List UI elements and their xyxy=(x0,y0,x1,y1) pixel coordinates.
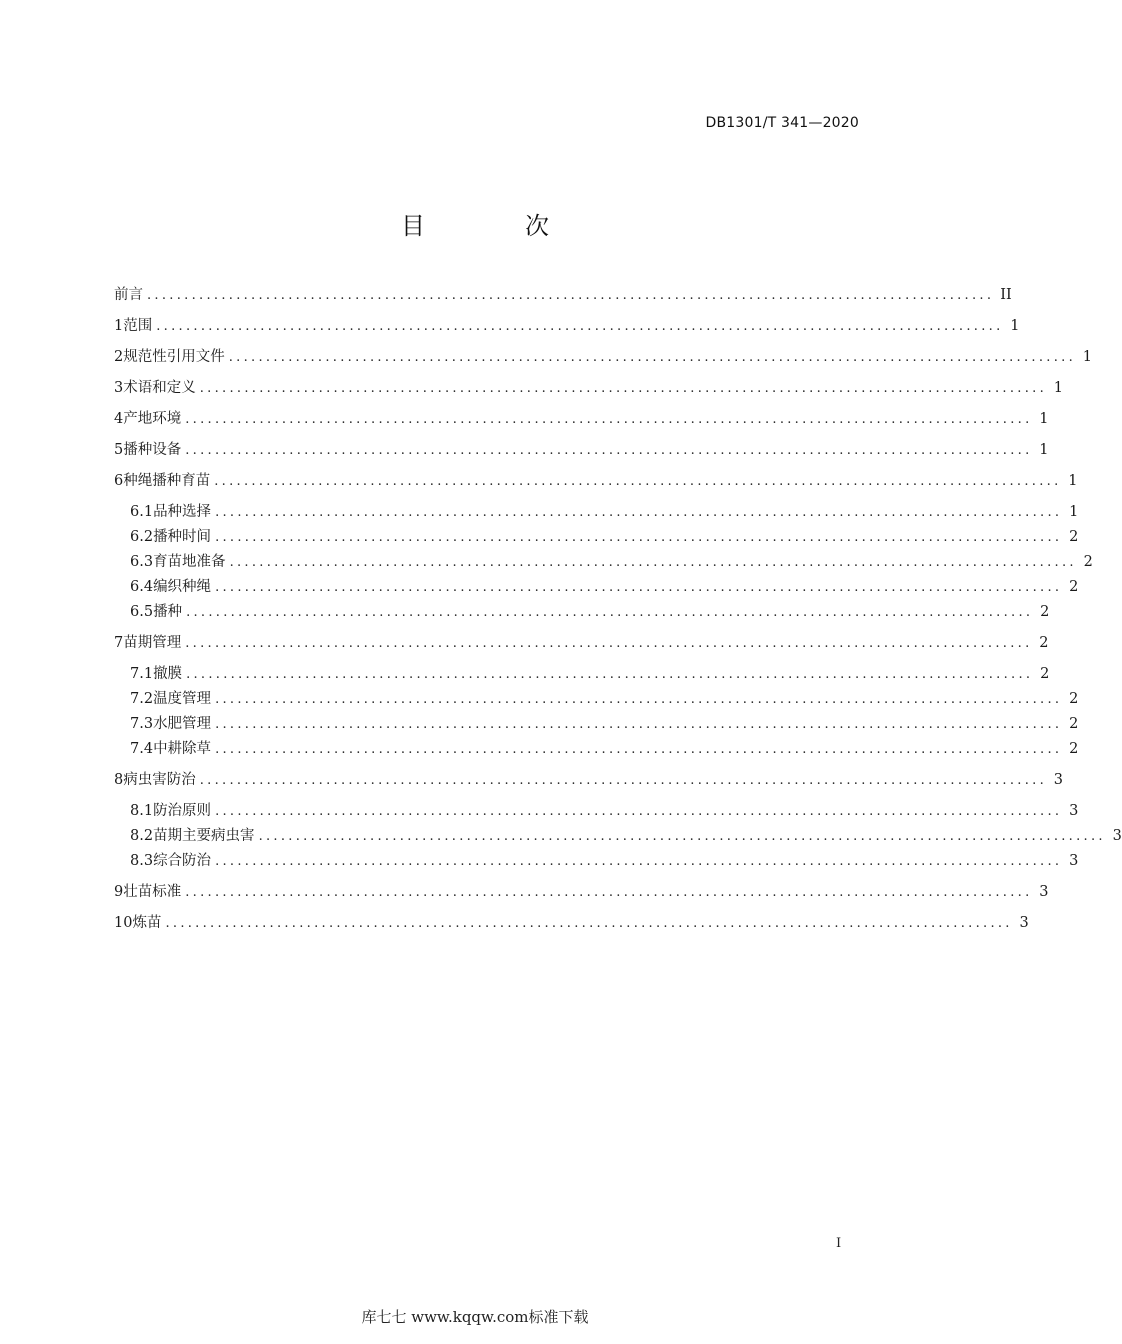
toc-num: 8 xyxy=(114,772,124,788)
toc-num: 6.5 xyxy=(130,604,154,620)
toc-num: 7.3 xyxy=(130,716,154,732)
toc-label: 范围 xyxy=(123,318,153,334)
toc-label: 术语和定义 xyxy=(123,380,196,396)
toc-num: 6.3 xyxy=(130,554,154,570)
toc-num: 5 xyxy=(114,442,124,458)
toc-subentry[interactable] xyxy=(130,527,1079,547)
toc-label: 育苗地准备 xyxy=(153,554,226,570)
toc-entry-foreword[interactable] xyxy=(114,285,1012,305)
toc-label: 水肥管理 xyxy=(153,716,212,732)
leader-dots: .................................................................................................................. xyxy=(199,381,1048,396)
toc-label: 撤膜 xyxy=(153,666,183,682)
toc-subentry[interactable] xyxy=(130,577,1079,597)
toc-label: 苗期管理 xyxy=(123,635,182,651)
toc-title: 目 次 xyxy=(401,212,587,240)
toc-label: 产地环境 xyxy=(123,411,182,427)
toc-label: 病虫害防治 xyxy=(123,772,196,788)
toc-subentry[interactable] xyxy=(130,552,1093,572)
toc-label: 规范性引用文件 xyxy=(123,349,225,365)
toc-page: 1 xyxy=(1053,380,1064,396)
toc-subentry[interactable] xyxy=(130,602,1050,622)
toc-page: 3 xyxy=(1112,828,1122,844)
leader-dots: .................................................................................................................. xyxy=(156,319,1004,334)
leader-dots: .................................................................................................................. xyxy=(186,667,1034,682)
leader-dots: .................................................................................................................. xyxy=(185,443,1033,458)
toc-subentry[interactable] xyxy=(130,826,1122,846)
toc-entry[interactable] xyxy=(114,347,1093,367)
toc-page: 2 xyxy=(1069,691,1079,707)
toc-page: 3 xyxy=(1069,853,1079,869)
toc-num: 6.4 xyxy=(130,579,154,595)
leader-dots: .................................................................................................................. xyxy=(215,742,1063,757)
toc-label: 种绳播种育苗 xyxy=(123,473,211,489)
toc-page: 2 xyxy=(1069,529,1079,545)
leader-dots: .................................................................................................................. xyxy=(185,636,1033,651)
leader-dots: .................................................................................................................. xyxy=(215,717,1063,732)
toc-label: 播种 xyxy=(153,604,183,620)
toc-entry[interactable] xyxy=(114,882,1049,902)
toc-page: 1 xyxy=(1039,442,1049,458)
leader-dots: .................................................................................................................. xyxy=(199,773,1048,788)
toc-subentry[interactable] xyxy=(130,714,1079,734)
toc-label: 品种选择 xyxy=(153,504,212,520)
toc-entry[interactable] xyxy=(114,378,1064,398)
toc-num: 2 xyxy=(114,349,124,365)
toc-entry[interactable] xyxy=(114,409,1049,429)
toc-subentry[interactable] xyxy=(130,502,1079,522)
toc-page: 1 xyxy=(1082,349,1093,365)
footer-watermark: 库七七 www.kqqw.com标准下载 xyxy=(361,1308,589,1326)
page-number: I xyxy=(836,1236,842,1251)
toc-page: 2 xyxy=(1040,666,1050,682)
toc-num: 8.2 xyxy=(130,828,154,844)
toc-num: 6 xyxy=(114,473,124,489)
leader-dots: .................................................................................................................. xyxy=(186,605,1034,620)
leader-dots: .................................................................................................................. xyxy=(147,288,995,303)
toc-num: 6.1 xyxy=(130,504,154,520)
leader-dots: .................................................................................................................. xyxy=(215,530,1063,545)
toc-label: 播种时间 xyxy=(153,529,212,545)
toc-page: 1 xyxy=(1068,473,1078,489)
toc-num: 1 xyxy=(114,318,124,334)
toc-num: 7.2 xyxy=(130,691,154,707)
toc-subentry[interactable] xyxy=(130,851,1079,871)
toc-num: 7.1 xyxy=(130,666,154,682)
toc-subentry[interactable] xyxy=(130,739,1079,759)
toc-num: 10 xyxy=(114,915,133,931)
toc-num: 8.1 xyxy=(130,803,154,819)
toc-entry[interactable] xyxy=(114,633,1049,653)
toc-num: 7 xyxy=(114,635,124,651)
leader-dots: .................................................................................................................. xyxy=(215,580,1063,595)
toc-label: 播种设备 xyxy=(123,442,182,458)
toc-subentry[interactable] xyxy=(130,801,1079,821)
toc-num: 8.3 xyxy=(130,853,154,869)
leader-dots: .................................................................................................................. xyxy=(215,854,1063,869)
toc-entry[interactable] xyxy=(114,471,1078,491)
leader-dots: .................................................................................................................. xyxy=(215,804,1063,819)
toc-page: 2 xyxy=(1083,554,1093,570)
toc-entry[interactable] xyxy=(114,770,1064,790)
leader-dots: .................................................................................................................. xyxy=(215,505,1063,520)
toc-page: 2 xyxy=(1069,741,1079,757)
toc-entry[interactable] xyxy=(114,440,1049,460)
leader-dots: .................................................................................................................. xyxy=(185,885,1033,900)
toc-label: 编织种绳 xyxy=(153,579,212,595)
leader-dots: .................................................................................................................. xyxy=(214,474,1062,489)
toc-num: 9 xyxy=(114,884,124,900)
toc-num: 7.4 xyxy=(130,741,154,757)
toc-num: 3 xyxy=(114,380,124,396)
toc-label: 综合防治 xyxy=(153,853,212,869)
toc-page: 3 xyxy=(1039,884,1049,900)
leader-dots: .................................................................................................................. xyxy=(258,829,1106,844)
toc-page: 1 xyxy=(1039,411,1049,427)
leader-dots: .................................................................................................................. xyxy=(185,412,1033,427)
toc-page: 3 xyxy=(1069,803,1079,819)
toc-page: 1 xyxy=(1010,318,1020,334)
toc-page: 1 xyxy=(1069,504,1079,520)
toc-num: 4 xyxy=(114,411,124,427)
toc-label: 前言 xyxy=(114,287,143,303)
toc-label: 中耕除草 xyxy=(153,741,212,757)
toc-page: 2 xyxy=(1040,604,1050,620)
leader-dots: .................................................................................................................. xyxy=(228,350,1077,365)
toc-num: 6.2 xyxy=(130,529,154,545)
toc-page: 2 xyxy=(1069,579,1079,595)
toc-label: 防治原则 xyxy=(153,803,212,819)
toc-page: II xyxy=(1000,287,1012,303)
toc-label: 炼苗 xyxy=(132,915,162,931)
leader-dots: .................................................................................................................. xyxy=(229,555,1077,570)
toc-page: 2 xyxy=(1069,716,1079,732)
leader-dots: .................................................................................................................. xyxy=(165,916,1013,931)
toc-entry[interactable] xyxy=(114,913,1029,933)
toc-subentry[interactable] xyxy=(130,664,1050,684)
toc-subentry[interactable] xyxy=(130,689,1079,709)
toc-label: 苗期主要病虫害 xyxy=(153,828,255,844)
toc-label: 温度管理 xyxy=(153,691,212,707)
leader-dots: .................................................................................................................. xyxy=(215,692,1063,707)
standard-code: DB1301/T 341—2020 xyxy=(705,115,859,131)
toc-label: 壮苗标准 xyxy=(123,884,182,900)
toc-page: 2 xyxy=(1039,635,1049,651)
toc-page: 3 xyxy=(1019,915,1029,931)
toc-page: 3 xyxy=(1053,772,1064,788)
toc-entry[interactable] xyxy=(114,316,1020,336)
